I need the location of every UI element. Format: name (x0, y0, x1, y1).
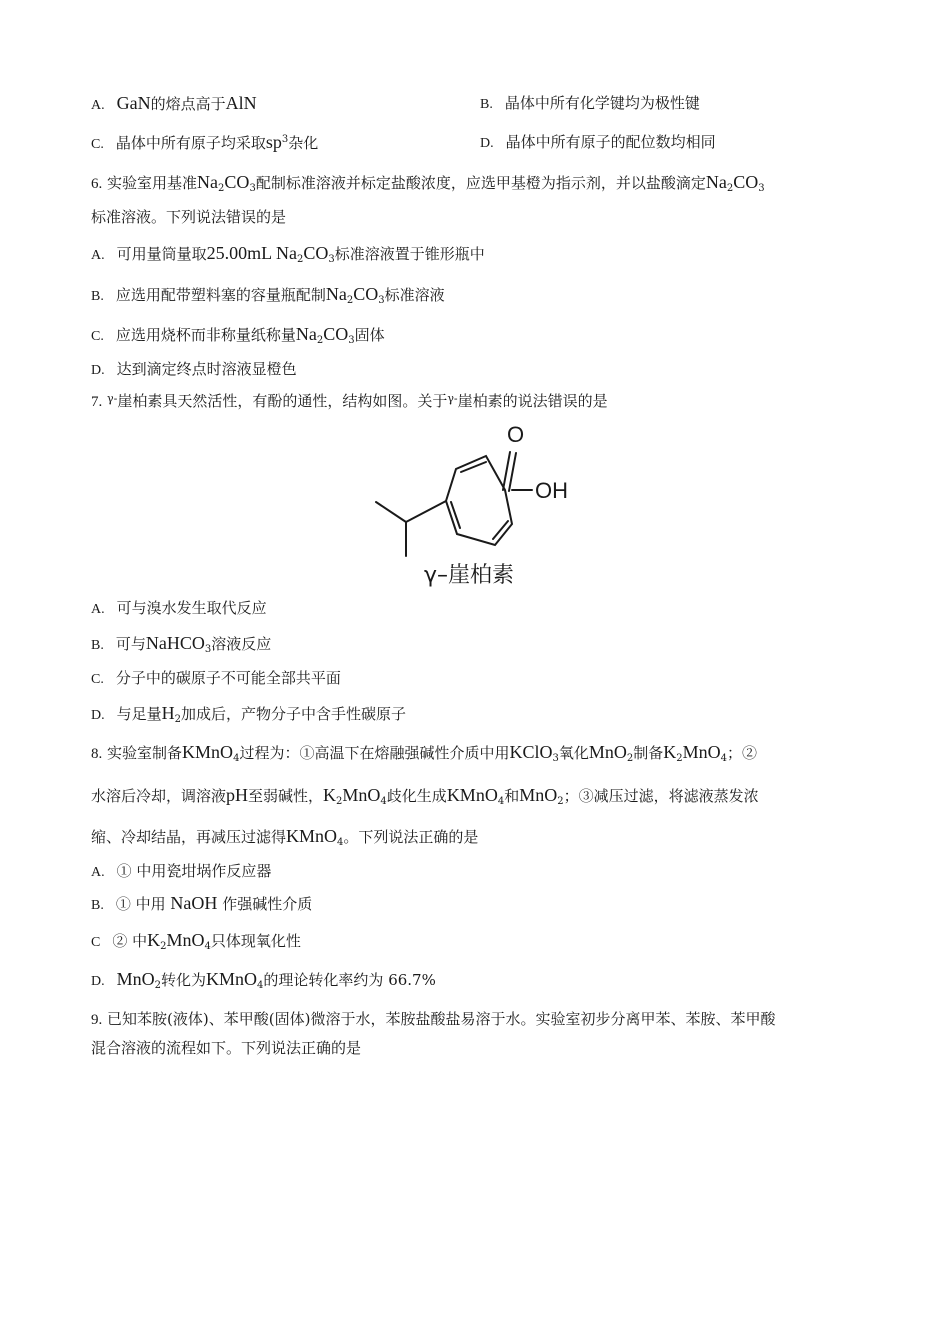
option-label: D. (480, 136, 494, 151)
option-label: C. (91, 672, 104, 687)
carbonyl-bond (509, 453, 516, 491)
q8-option-a: A. ① 中用瓷坩埚作反应器 (91, 860, 271, 884)
option-label: C. (91, 137, 104, 152)
q8-stem-line1: 8. 实验室制备KMnO$_4$过程为：①高温下在熔融强碱性介质中用KClO$_3$氧化MnO$_2$制备$K_2MnO_4$；② (91, 742, 758, 764)
option-label: D. (91, 363, 105, 378)
q7-stem: 7. $^{\gamma-}$崖柏素具天然活性，有酚的通性，结构如图。关于$^{\gamma-}$崖柏素的说法错误的是 (91, 392, 608, 410)
option-label: A. (91, 602, 105, 617)
option-label: A. (91, 865, 105, 880)
ring-bonds (446, 456, 512, 545)
question-number: 9. (91, 1012, 103, 1028)
oxygen-label: O (507, 422, 525, 447)
q8-stem-line3: 缩、冷却结晶，再减压过滤得KMnO$_4$。下列说法正确的是 (91, 826, 479, 848)
option-label: D. (91, 708, 105, 723)
option-label: D. (91, 974, 105, 989)
option-label: A. (91, 248, 105, 263)
q5-option-b: B. 晶体中所有化学键均为极性键 (480, 92, 700, 116)
q5-option-c: C. 晶体中所有原子均采取$sp^3$杂化 (91, 131, 318, 156)
double-bond-inner (461, 462, 486, 472)
q9-stem-line2: 混合溶液的流程如下。下列说法正确的是 (91, 1039, 362, 1057)
q9-stem-line1: 9. 已知苯胺(液体)、苯甲酸(固体)微溶于水，苯胺盐酸盐易溶于水。实验室初步分离甲苯、苯胺、苯甲酸 (91, 1010, 776, 1028)
q8-stem-line2: 水溶后冷却，调溶液pH至弱碱性，$K_2MnO_4$歧化生成KMnO$_4$和MnO$_2$；③减压过滤，将滤液蒸发浓 (91, 785, 759, 807)
carbonyl-bond (503, 452, 510, 490)
q7-option-b: B. 可与NaHCO$_3$溶液反应 (91, 633, 272, 655)
option-label: B. (480, 97, 493, 112)
option-label: B. (91, 898, 104, 913)
q7-option-c: C. 分子中的碳原子不可能全部共平面 (91, 667, 341, 691)
option-label: A. (91, 98, 105, 113)
question-number: 7. (91, 394, 103, 410)
q6-stem-line2: 标准溶液。下列说法错误的是 (91, 208, 287, 226)
q6-option-c: C. 应选用烧杯而非称量纸称量$Na_2CO_3$固体 (91, 324, 385, 346)
isopropyl-bond (406, 501, 446, 522)
q6-option-a: A. 可用量筒量取25.00mL $Na_2CO_3$标准溶液置于锥形瓶中 (91, 243, 485, 265)
q6-option-d: D. 达到滴定终点时溶液显橙色 (91, 358, 297, 382)
question-number: 8. (91, 746, 103, 762)
q5-option-d: D. 晶体中所有原子的配位数均相同 (480, 131, 716, 155)
q7-option-a: A. 可与溴水发生取代反应 (91, 597, 267, 621)
structure-caption: γ–崖柏素 (424, 563, 515, 588)
option-label: C (91, 935, 101, 950)
q6-option-b: B. 应选用配带塑料塞的容量瓶配制$Na_2CO_3$标准溶液 (91, 284, 445, 306)
q8-option-b: B. ① 中用 NaOH 作强碱性介质 (91, 892, 312, 917)
q6-stem-line1: 6. 实验室用基准$Na_2CO_3$配制标准溶液并标定盐酸浓度，应选甲基橙为指示剂，并以盐酸滴定$Na_2CO_3$ (91, 172, 765, 194)
question-number: 6. (91, 176, 103, 192)
gamma-thujaplicin-structure (360, 418, 590, 590)
double-bond-inner (493, 521, 508, 539)
hydroxyl-label: OH (535, 478, 568, 503)
option-label: B. (91, 638, 104, 653)
double-bond-inner (451, 502, 460, 528)
q8-option-d: D. MnO$_2$转化为KMnO$_4$的理论转化率约为 66.7% (91, 969, 436, 991)
q7-option-d: D. 与足量$H_2$加成后，产物分子中含手性碳原子 (91, 703, 407, 725)
q8-option-c: C ② 中$K_2MnO_4$只体现氧化性 (91, 930, 301, 952)
q5-option-a: A. GaN的熔点高于AlN (91, 92, 257, 117)
isopropyl-bond (376, 502, 406, 522)
option-label: C. (91, 329, 104, 344)
option-label: B. (91, 289, 104, 304)
